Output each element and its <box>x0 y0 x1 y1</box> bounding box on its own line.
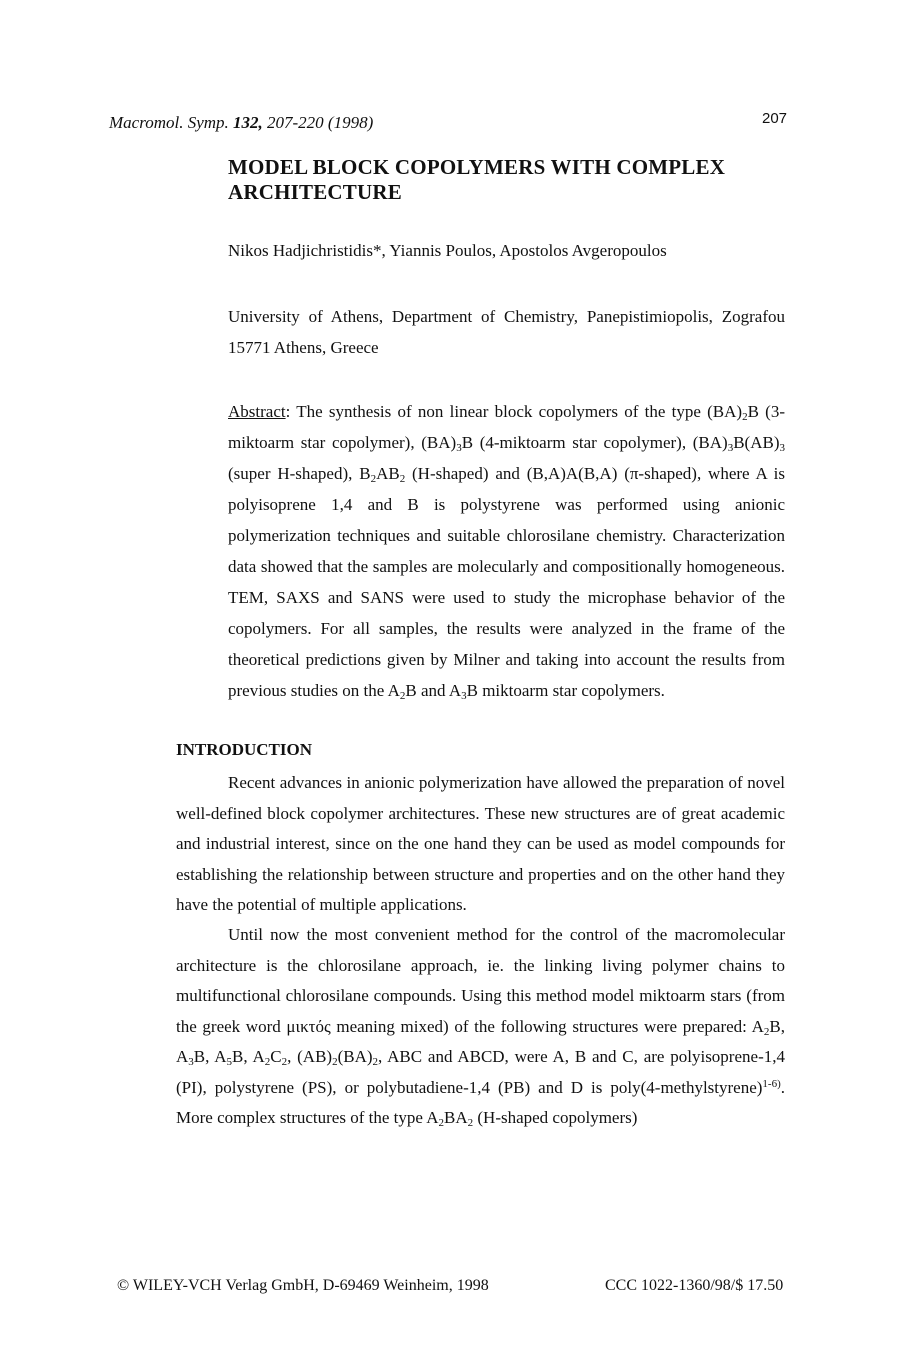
intro-paragraph-1: Recent advances in anionic polymerization have allowed the preparation of novel well-defined block copolymer architectures. These new structures are of great academic and industrial interest, since on the one hand they can be used as model compounds for establishing the relationship between structure and properties and on the other hand they have the potential of multiple applications. <box>176 773 785 914</box>
footer-copyright: © WILEY-VCH Verlag GmbH, D-69469 Weinheim, 1998 <box>117 1277 489 1294</box>
journal-name: Macromol. Symp. <box>109 113 234 132</box>
paper-title: MODEL BLOCK COPOLYMERS WITH COMPLEX ARCHITECTURE <box>228 155 726 204</box>
journal-pages: 207-220 (1998) <box>262 113 374 132</box>
abstract: Abstract: The synthesis of non linear block copolymers of the type $(BA)_2B$ (3-miktoarm star copolymer), $(BA)_3B$ (4-miktoarm star copolymer), $(BA)_3B(AB)_3$ (super H-shaped), $B_2AB_2$ (H-shaped) and (B,A)A(B,A) (π-shaped), where A is polyisoprene 1,4 and B is polystyrene was performed using anionic polymerization techniques and suitable chlorosilane chemistry. Characterization data showed that the samples are molecularly and compositionally homogeneous. TEM, SAXS and SANS were used to study the microphase behavior of the copolymers. For all samples, the results were analyzed in the frame of the theoretical predictions given by Milner and taking into account the results from previous studies on the $A_2B$ and $A_3B$ miktoarm star copolymers. <box>228 402 785 702</box>
affiliation: University of Athens, Department of Chemistry, Panepistimiopolis, Zografou 15771 Athens, Greece <box>228 307 785 357</box>
footer-ccc-code: CCC 1022-1360/98/$ 17.50 <box>605 1277 784 1294</box>
reference-citation: 1-6) <box>762 1077 781 1090</box>
intro-paragraph-2: Until now the most convenient method for the control of the macromolecular architecture is the chlorosilane approach, ie. the linking living polymer chains to multifunctional chlorosilane compounds. Using this method model miktoarm stars (from the greek word μικτός meaning mixed) of the following structures were prepared: $A_2B$, $A_3B$, $A_5B$, $A_2C_2$, $(AB)_2(BA)_2$, ABC and ABCD, were A, B and C, are polyisoprene-1,4 (PI), polystyrene (PS), or polybutadiene-1,4 (PB) and D is poly(4-methylstyrene)$^{1-6)}$. More complex structures of the type $A_2BA_2$ (H-shaped copolymers) <box>176 925 785 1129</box>
abstract-label: Abstract <box>228 402 286 421</box>
page-number: 207 <box>762 110 788 127</box>
section-heading-introduction: INTRODUCTION <box>176 740 313 759</box>
journal-citation <box>109 113 373 133</box>
journal-volume: 132, <box>233 113 263 132</box>
author-list: Nikos Hadjichristidis*, Yiannis Poulos, Apostolos Avgeropoulos <box>228 241 667 260</box>
